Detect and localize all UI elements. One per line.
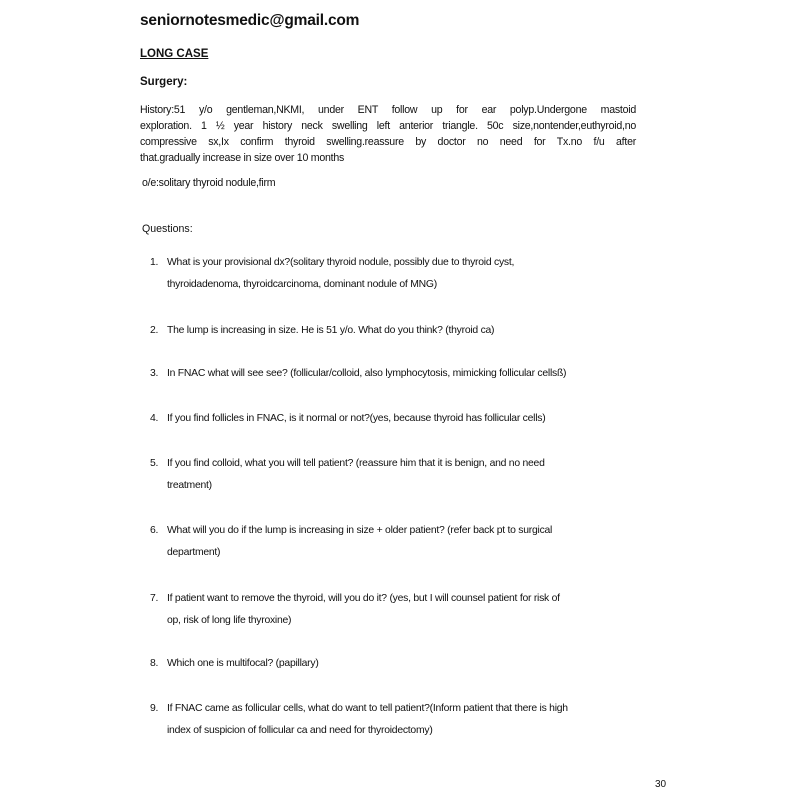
examination-finding: o/e:solitary thyroid nodule,firm	[142, 177, 276, 189]
history-line: compressive sx,Ix confirm thyroid swelling.reassure by doctor no need for Tx.no f/u after	[140, 136, 636, 148]
question-line: Which one is multifocal? (papillary)	[167, 658, 319, 669]
question-number: 6.	[150, 525, 159, 536]
email-header: seniornotesmedic@gmail.com	[140, 12, 360, 29]
question-line: thyroidadenoma, thyroidcarcinoma, dominant nodule of MNG)	[167, 279, 437, 290]
history-line: that.gradually increase in size over 10 months	[140, 152, 345, 164]
question-text	[167, 588, 560, 632]
question-number: 3.	[150, 368, 159, 379]
question-line: department)	[167, 547, 221, 558]
question-number: 4.	[150, 413, 159, 424]
question-number: 2.	[150, 325, 159, 336]
question-text	[167, 408, 545, 430]
section-heading: LONG CASE	[140, 48, 209, 60]
question-text	[167, 653, 319, 675]
question-text	[167, 520, 552, 564]
question-line: In FNAC what will see see? (follicular/colloid, also lymphocytosis, mimicking follicular cellsß)	[167, 368, 567, 379]
question-line: If you find follicles in FNAC, is it normal or not?(yes, because thyroid has follicular cells)	[167, 413, 546, 424]
question-line: If you find colloid, what you will tell patient? (reassure him that it is benign, and no need	[167, 458, 545, 469]
question-line: What will you do if the lump is increasing in size + older patient? (refer back pt to surgical	[167, 525, 553, 536]
history-paragraph	[140, 102, 636, 166]
question-number: 9.	[150, 703, 159, 714]
question-line: The lump is increasing in size. He is 51 y/o. What do you think? (thyroid ca)	[167, 325, 495, 336]
subsection-heading: Surgery:	[140, 76, 188, 88]
question-line: What is your provisional dx?(solitary thyroid nodule, possibly due to thyroid cyst,	[167, 257, 515, 268]
question-line: If patient want to remove the thyroid, will you do it? (yes, but I will counsel patient for risk of	[167, 593, 560, 604]
question-text	[167, 698, 568, 742]
page-number: 30	[655, 779, 667, 790]
question-text	[167, 252, 514, 296]
question-number: 1.	[150, 257, 159, 268]
question-text	[167, 453, 545, 497]
question-number: 5.	[150, 458, 159, 469]
question-line: index of suspicion of follicular ca and need for thyroidectomy)	[167, 725, 433, 736]
questions-label: Questions:	[142, 223, 193, 235]
history-line: exploration. 1 ½ year history neck swelling left anterior triangle. 50c size,nontender,euthyroid,no	[140, 120, 636, 132]
question-line: treatment)	[167, 480, 212, 491]
question-line: If FNAC came as follicular cells, what do want to tell patient?(Inform patient that there is high	[167, 703, 568, 714]
question-line: op, risk of long life thyroxine)	[167, 615, 292, 626]
question-number: 7.	[150, 593, 159, 604]
history-line: History:51 y/o gentleman,NKMI, under ENT follow up for ear polyp.Undergone mastoid	[140, 104, 636, 116]
question-text	[167, 363, 566, 385]
question-number: 8.	[150, 658, 159, 669]
question-text	[167, 320, 494, 342]
